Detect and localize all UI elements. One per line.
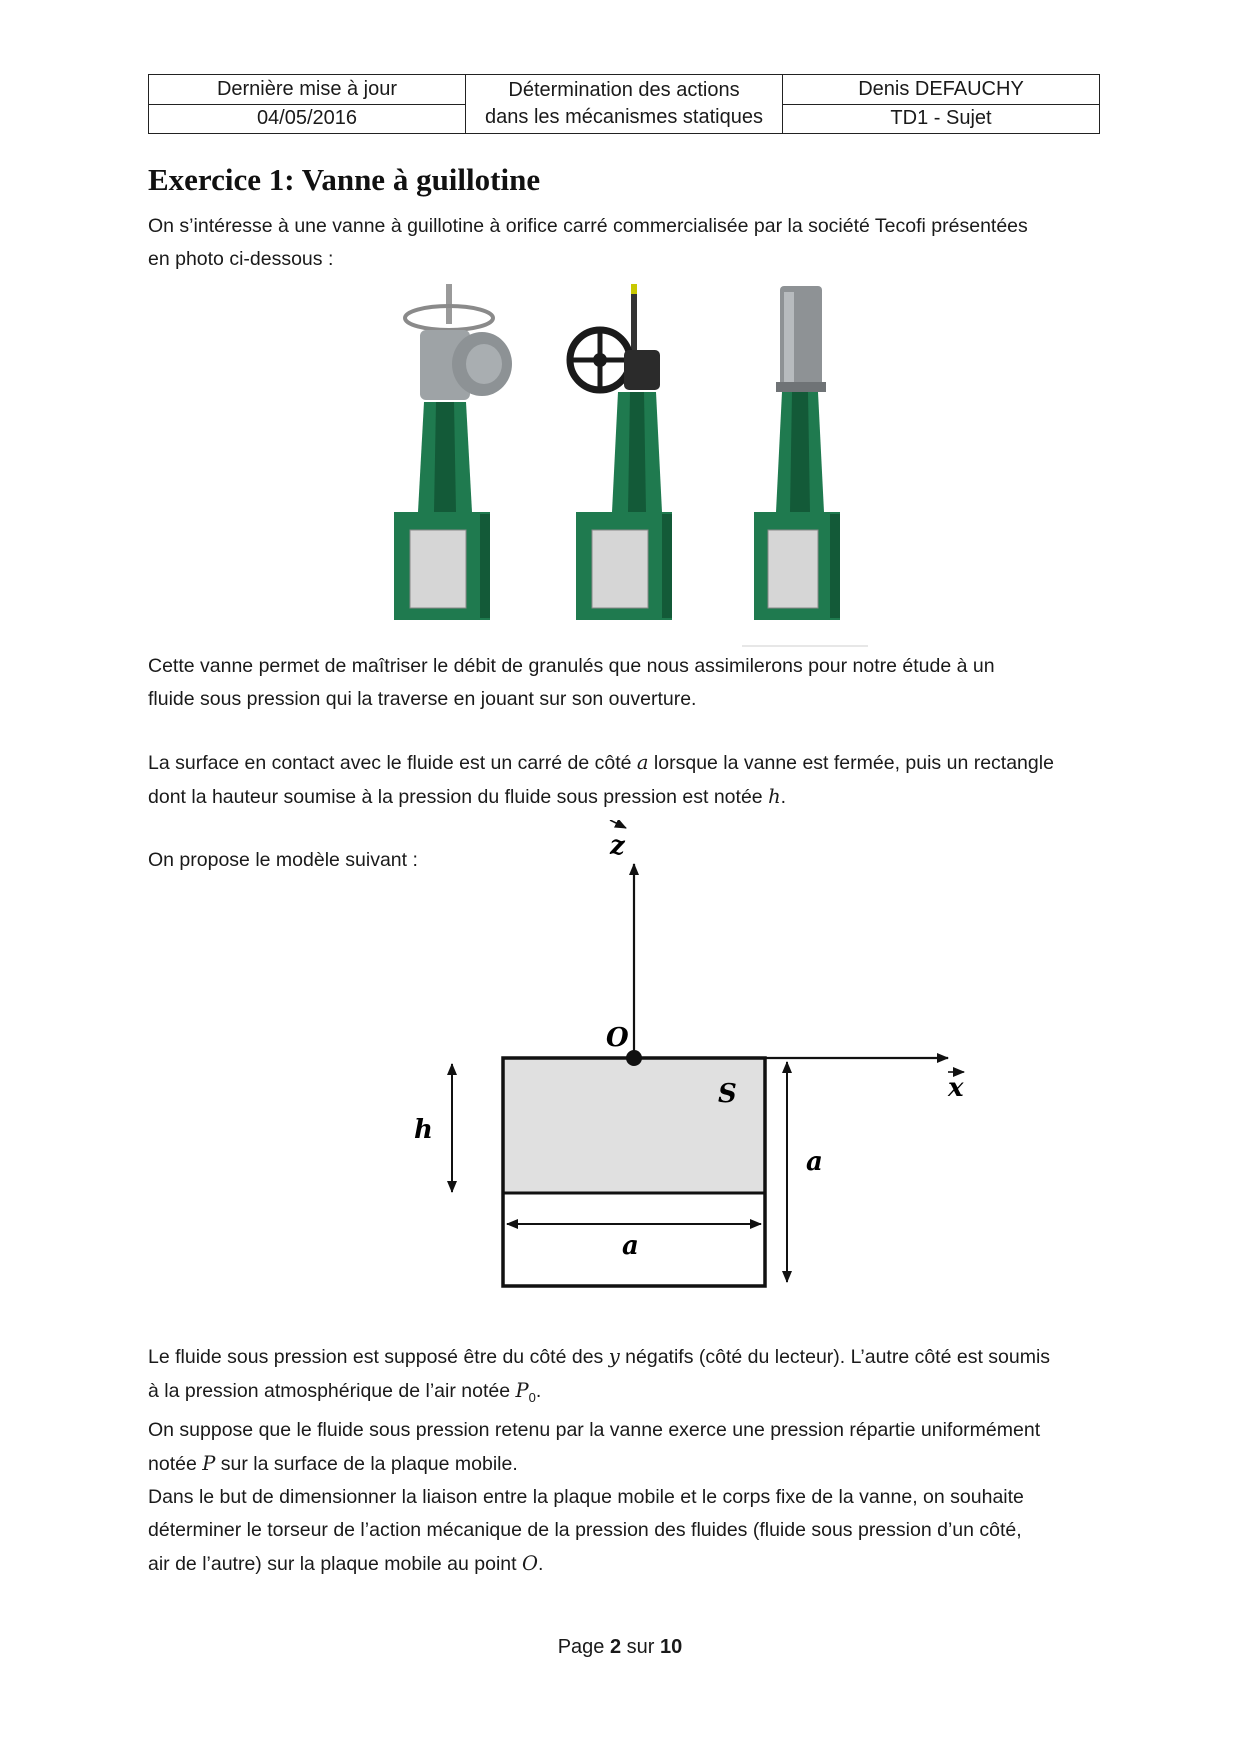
- flow-line-2: fluide sous pression qui la traverse en jouant sur son ouverture.: [148, 688, 697, 710]
- flow-line-1: Cette vanne permet de maîtriser le débit de granulés que nous assimilerons pour notre étude à un: [148, 655, 995, 677]
- page-total: 10: [660, 1636, 683, 1658]
- subject-cell: [466, 75, 783, 134]
- a-height-label: a: [806, 1147, 823, 1177]
- intro-paragraph: [148, 210, 1102, 276]
- a-width-label: a: [622, 1231, 639, 1261]
- var-y: y: [608, 1345, 620, 1368]
- last-update-label: Dernière mise à jour: [149, 75, 466, 105]
- subject-line-2: dans les mécanismes statiques: [485, 106, 763, 128]
- h-label: h: [414, 1115, 433, 1145]
- var-h: h: [768, 785, 781, 808]
- surface-text-1: La surface en contact avec le fluide est un carré de côté: [148, 752, 637, 774]
- uniform-text-3: sur la surface de la plaque mobile.: [215, 1452, 518, 1475]
- var-p: P: [202, 1451, 216, 1475]
- surface-text-2: lorsque la vanne est fermée, puis un rectangle: [648, 752, 1054, 774]
- surface-text-3: dont la hauteur soumise à la pression du fluide sous pression est notée: [148, 786, 769, 808]
- goal-text-1: Dans le but de dimensionner la liaison entre la plaque mobile et le corps fixe de la vanne, on souhaite: [148, 1485, 1024, 1508]
- var-p0: P: [515, 1379, 529, 1402]
- goal-text-2: déterminer le torseur de l’action mécanique de la pression des fluides (fluide sous pression d’un côté,: [148, 1518, 1022, 1541]
- surface-paragraph: [148, 746, 1102, 814]
- var-p0-subscript: 0: [528, 1389, 536, 1405]
- header-table: [148, 74, 1100, 134]
- surface-text-end: .: [780, 786, 787, 808]
- pressure-text-end: .: [535, 1380, 542, 1402]
- goal-text-3: air de l’autre) sur la plaque mobile au point: [148, 1552, 522, 1575]
- x-axis-label: x: [948, 1073, 964, 1103]
- goal-text-end: .: [537, 1552, 544, 1575]
- valve-photo-handwheel: [570, 284, 672, 620]
- valve-photos: [380, 282, 880, 652]
- origin-label: O: [606, 1023, 629, 1053]
- update-date: 04/05/2016: [149, 104, 466, 134]
- doc-type: TD1 - Sujet: [783, 104, 1100, 134]
- subject-line-1: Détermination des actions: [508, 79, 740, 101]
- uniform-text-2: notée: [148, 1452, 203, 1475]
- page-current: 2: [609, 1636, 622, 1658]
- flow-paragraph: [148, 650, 1102, 716]
- var-a: a: [636, 751, 649, 774]
- page-prefix: Page: [557, 1636, 610, 1658]
- var-o: O: [521, 1551, 538, 1575]
- valve-photo-electric: [394, 284, 512, 620]
- z-vector-arrow: [610, 820, 626, 828]
- pressure-text-1: Le fluide sous pression est supposé être du côté des: [148, 1346, 609, 1368]
- valve-photo-pneumatic: [742, 286, 868, 646]
- uniform-text-1: On suppose que le fluide sous pression retenu par la vanne exerce une pression répartie uniformément: [148, 1418, 1041, 1441]
- pressure-text-2: négatifs (côté du lecteur). L’autre côté est soumis: [619, 1346, 1051, 1368]
- surface-label: S: [718, 1079, 737, 1109]
- pressure-paragraph: [148, 1340, 1102, 1581]
- intro-line-1: On s’intéresse à une vanne à guillotine à orifice carré commercialisée par la société Tecofi présentées: [148, 215, 1028, 237]
- intro-line-2: en photo ci-dessous :: [148, 248, 334, 270]
- z-axis-label: z: [610, 831, 625, 861]
- valve-model-diagram: [400, 820, 1000, 1300]
- pressure-text-3: à la pression atmosphérique de l’air notée: [148, 1380, 516, 1402]
- page-mid: sur: [621, 1636, 661, 1658]
- author: Denis DEFAUCHY: [783, 75, 1100, 105]
- exercise-title: Exercice 1: Vanne à guillotine: [148, 162, 541, 197]
- model-intro: On propose le modèle suivant :: [148, 849, 418, 871]
- page-footer: [0, 1636, 1240, 1659]
